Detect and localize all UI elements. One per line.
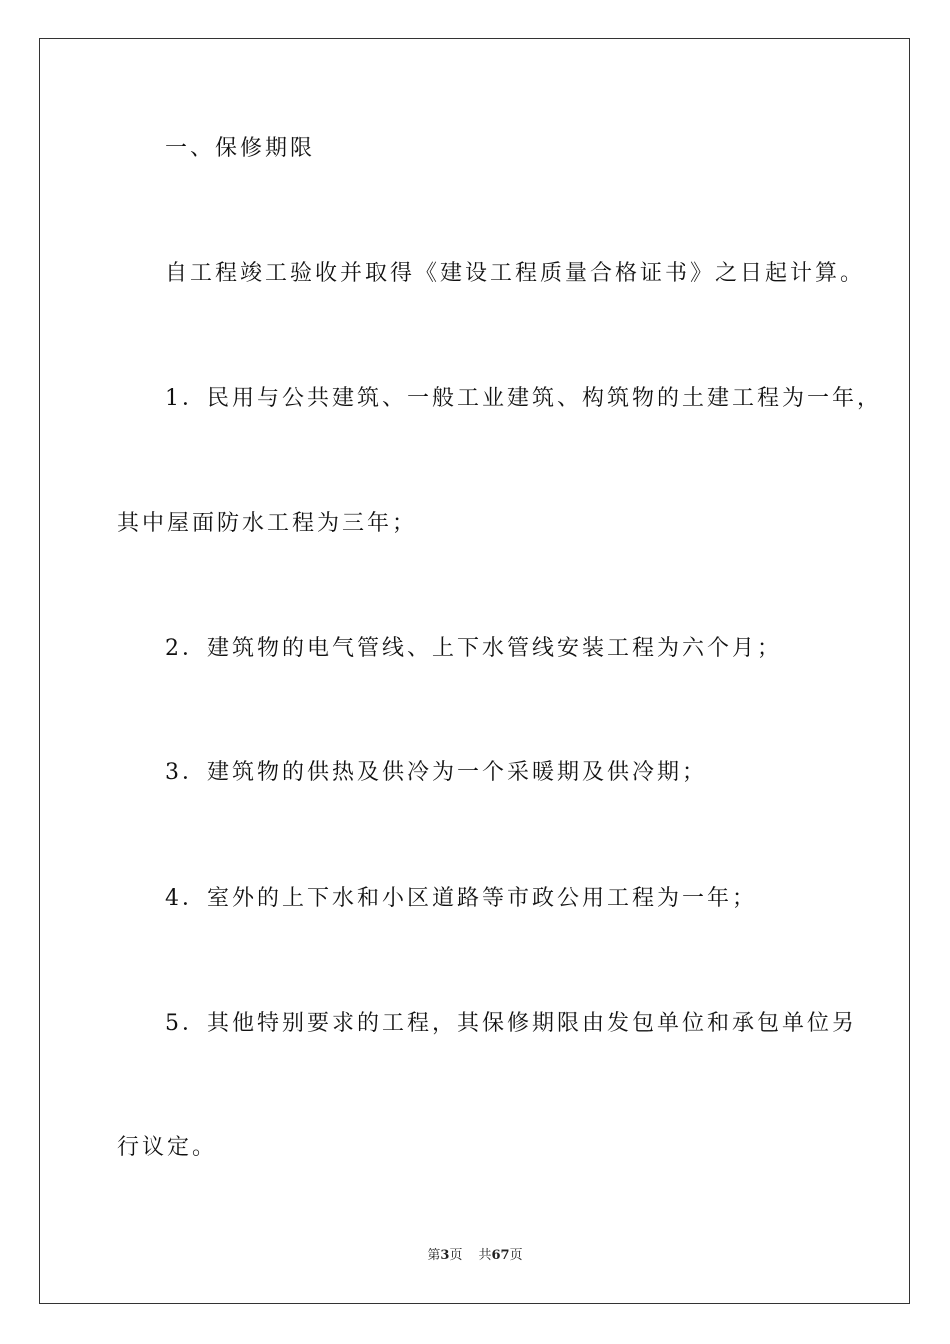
item-5-line-2: 行议定。 bbox=[117, 1135, 218, 1160]
page-number: 3 bbox=[440, 1248, 450, 1263]
item-5-line-1: 5．其他特别要求的工程，其保修期限由发包单位和承包单位另 bbox=[165, 1011, 857, 1036]
total-pages: 67 bbox=[491, 1248, 510, 1263]
total-prefix: 共 bbox=[478, 1248, 492, 1263]
section-heading: 一、保修期限 bbox=[165, 136, 316, 161]
page-frame bbox=[39, 38, 910, 1304]
item-4: 4．室外的上下水和小区道路等市政公用工程为一年； bbox=[165, 886, 757, 911]
item-1-line-1: 1．民用与公共建筑、一般工业建筑、构筑物的土建工程为一年， bbox=[165, 386, 882, 411]
page-suffix: 页 bbox=[449, 1248, 463, 1263]
page-prefix: 第 bbox=[427, 1248, 441, 1263]
total-suffix: 页 bbox=[509, 1248, 523, 1263]
item-3: 3．建筑物的供热及供冷为一个采暖期及供冷期； bbox=[165, 760, 707, 785]
intro-paragraph: 自工程竣工验收并取得《建设工程质量合格证书》之日起计算。 bbox=[165, 261, 866, 286]
page-footer bbox=[0, 1247, 950, 1265]
item-1-line-2: 其中屋面防水工程为三年； bbox=[117, 511, 418, 536]
item-2: 2．建筑物的电气管线、上下水管线安装工程为六个月； bbox=[165, 636, 782, 661]
